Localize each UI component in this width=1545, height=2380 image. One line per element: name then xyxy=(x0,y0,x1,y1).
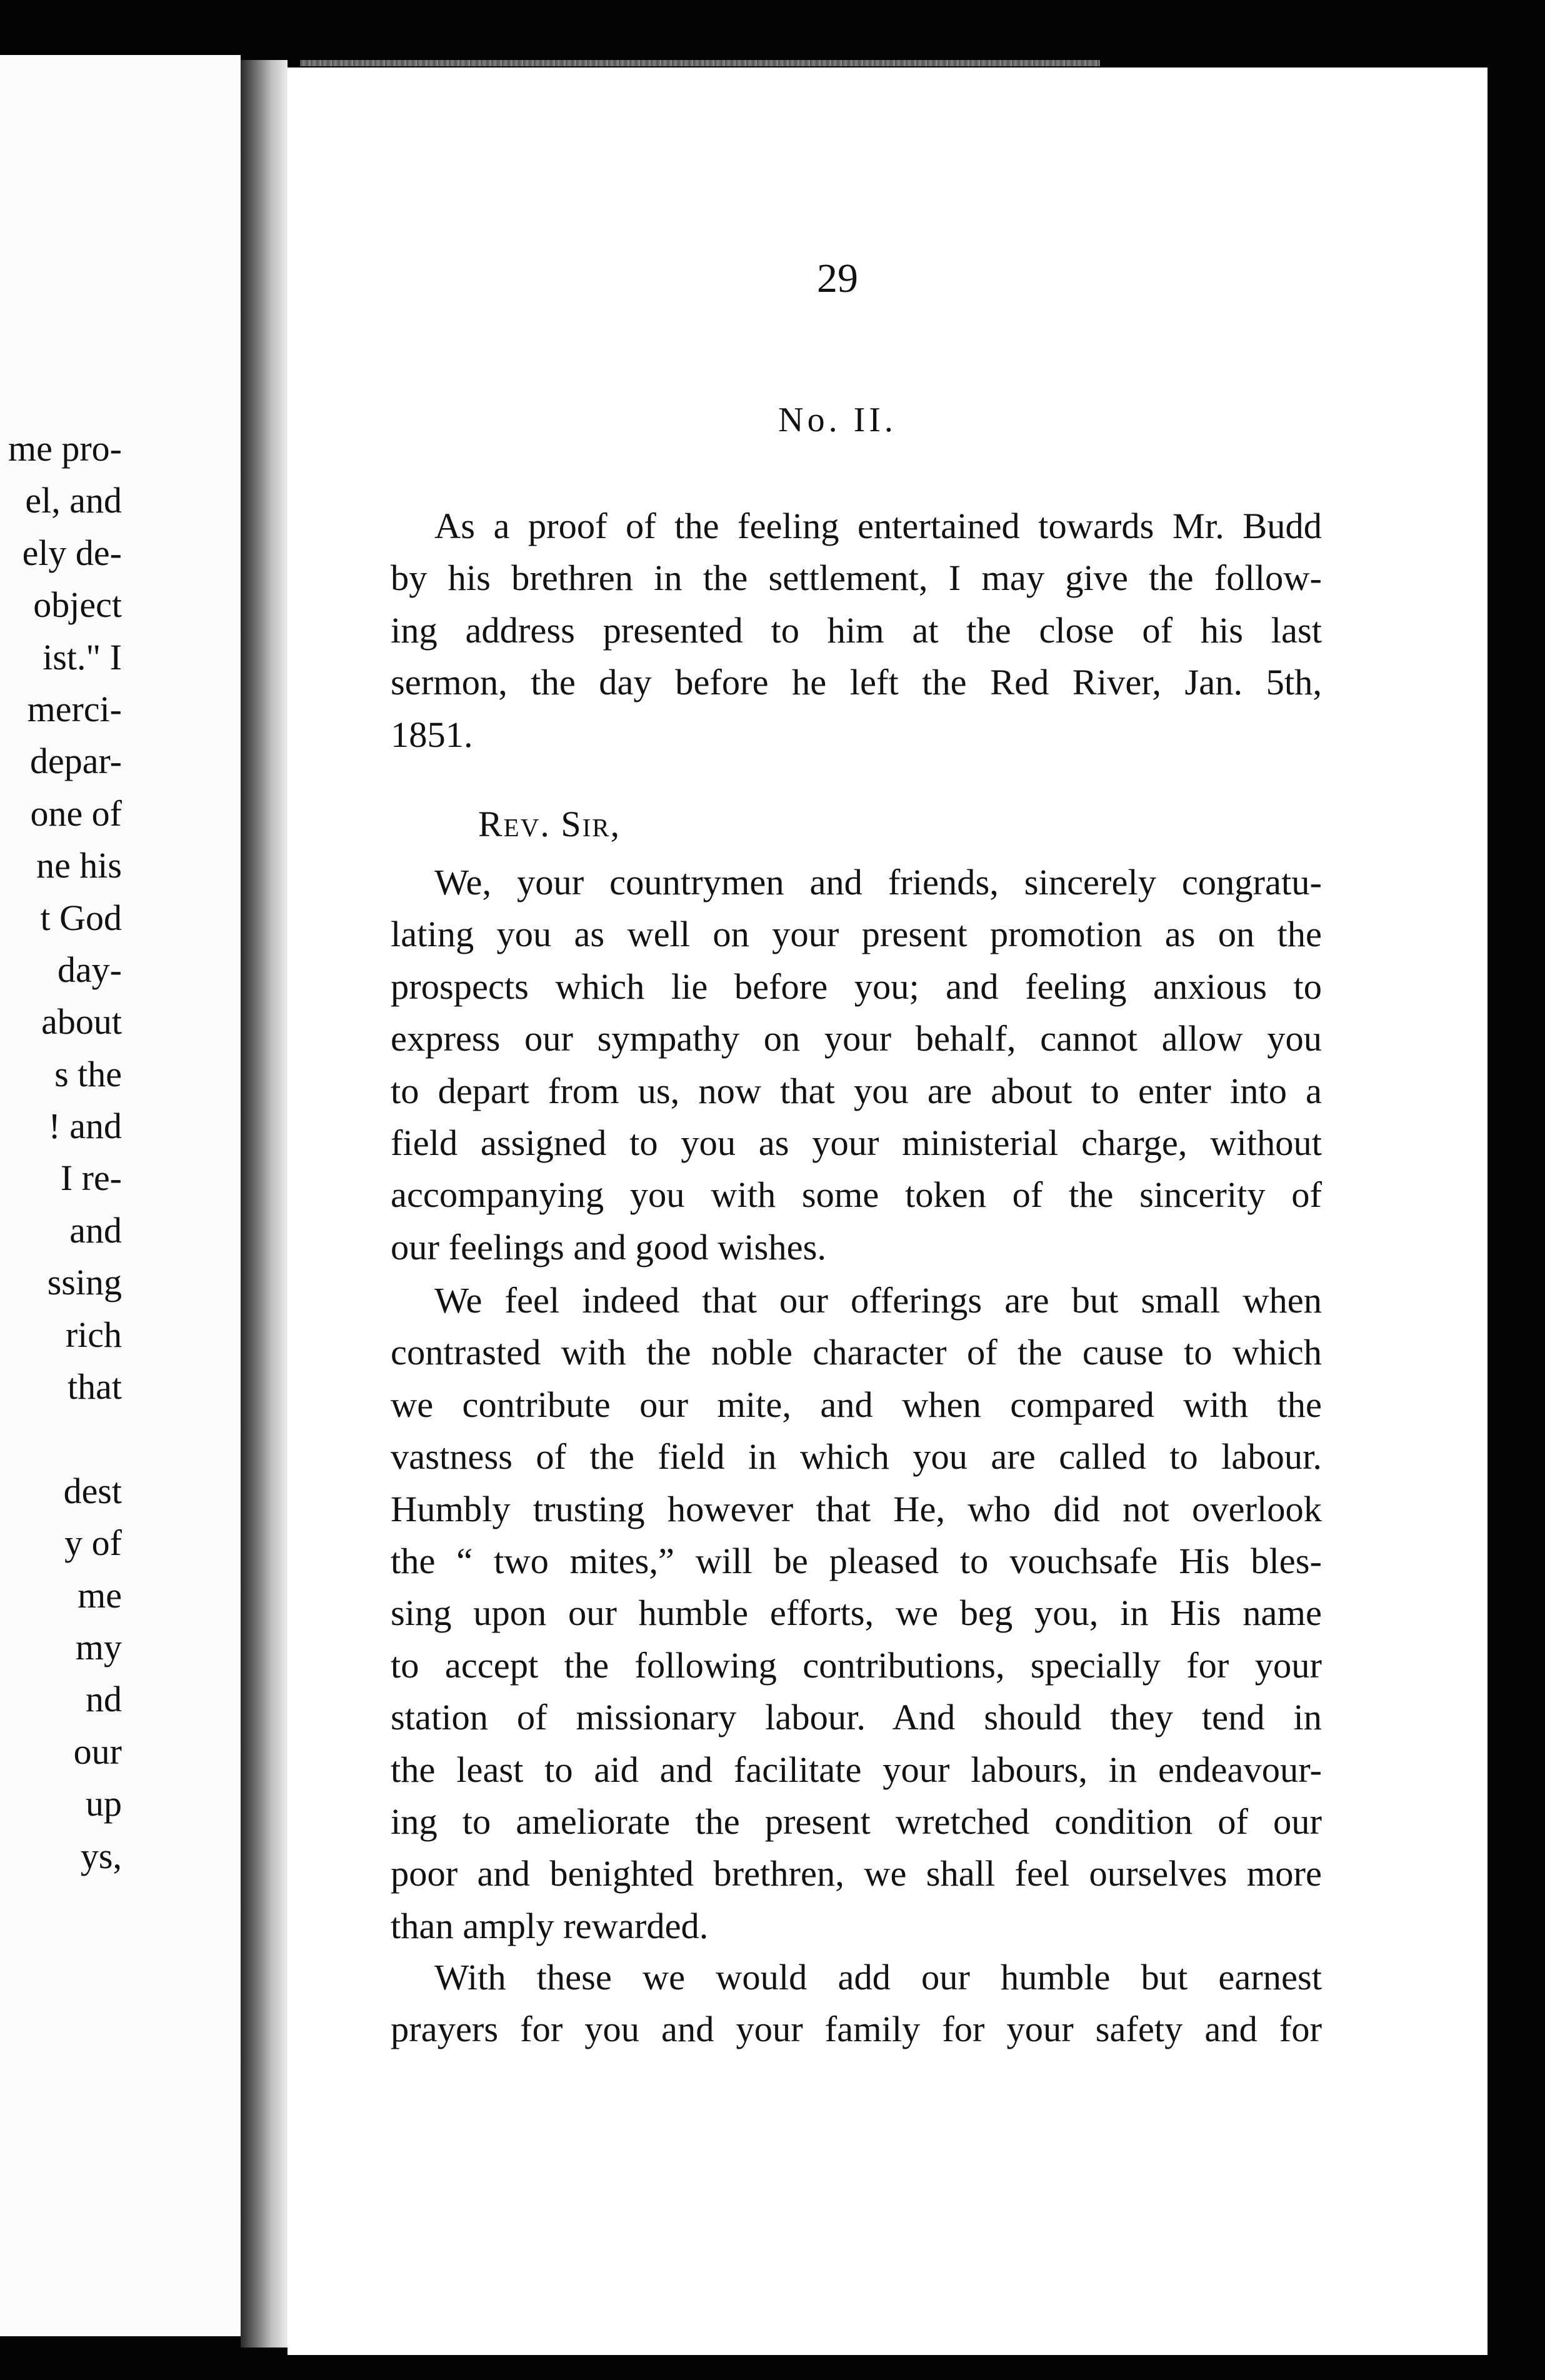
salutation: Rev. Sir, xyxy=(478,804,621,844)
left-page-line: ist." I xyxy=(42,636,122,678)
text-line: the “ two mites,” will be pleased to vouchsafe His bles- xyxy=(391,1540,1322,1581)
left-page-line: nd xyxy=(86,1679,122,1720)
left-page-line: depar- xyxy=(30,741,122,782)
text-line: lating you as well on your present promotion as on the xyxy=(391,914,1322,955)
left-page-line: my xyxy=(75,1626,122,1668)
text-line: With these we would add our humble but earnest xyxy=(434,1957,1322,1998)
text-line: ing to ameliorate the present wretched condition of our xyxy=(391,1801,1322,1842)
left-page-line: me xyxy=(78,1574,122,1616)
left-page-line: dest xyxy=(63,1470,122,1511)
text-line: As a proof of the feeling entertained towards Mr. Budd xyxy=(434,506,1322,546)
left-page-line: ne his xyxy=(36,845,122,886)
left-page-line: ys, xyxy=(80,1835,122,1876)
text-line: contrasted with the noble character of the cause to which xyxy=(391,1332,1322,1373)
book-gutter xyxy=(241,60,288,2348)
text-line: by his brethren in the settlement, I may give the follow- xyxy=(391,558,1322,599)
text-line: sermon, the day before he left the Red River, Jan. 5th, xyxy=(391,662,1322,703)
address-paragraph-2 xyxy=(391,1274,1322,1952)
text-line: we contribute our mite, and when compared with the xyxy=(391,1384,1322,1425)
left-page-text xyxy=(0,422,241,1882)
text-line: ing address presented to him at the close of his last xyxy=(391,609,1322,651)
text-line: our feelings and good wishes. xyxy=(391,1226,827,1268)
text-line: station of missionary labour. And should they tend in xyxy=(391,1697,1322,1738)
left-page-line: ssing xyxy=(47,1262,122,1303)
left-page-line: s the xyxy=(54,1053,122,1094)
address-paragraph-3 xyxy=(391,1951,1322,2056)
left-page-line: ely de- xyxy=(22,532,122,573)
left-page-line: and xyxy=(69,1209,122,1251)
text-line: poor and benighted brethren, we shall feel ourselves more xyxy=(391,1853,1322,1894)
left-page-line: ! and xyxy=(48,1106,122,1147)
page-top-edge xyxy=(300,60,1100,66)
address-paragraph-1 xyxy=(391,856,1322,1273)
page-number: 29 xyxy=(817,256,858,301)
left-page-line: our xyxy=(73,1731,122,1772)
left-page-line: about xyxy=(41,1001,122,1042)
text-line: 1851. xyxy=(391,714,473,755)
text-line: prayers for you and your family for your safety and for xyxy=(391,2009,1322,2050)
left-page-line: I re- xyxy=(60,1158,122,1199)
text-line: sing upon our humble efforts, we beg you, in His name xyxy=(391,1592,1322,1634)
left-page-line: object xyxy=(33,584,122,626)
text-line: express our sympathy on your behalf, cannot allow you xyxy=(391,1018,1322,1059)
left-page-line: t God xyxy=(40,897,122,938)
left-page-line: el, and xyxy=(25,480,122,521)
left-page-line: day- xyxy=(57,949,122,990)
text-line: the least to aid and facilitate your labours, in endeavour- xyxy=(391,1749,1322,1790)
text-line: vastness of the field in which you are called to labour. xyxy=(391,1436,1322,1478)
text-line: to accept the following contributions, specially for your xyxy=(391,1644,1322,1686)
left-page-line: one of xyxy=(30,792,122,834)
text-line: We, your countrymen and friends, sincerely congratu- xyxy=(434,862,1322,902)
text-line: field assigned to you as your ministerial charge, without xyxy=(391,1122,1322,1163)
left-page-line: that xyxy=(68,1366,122,1408)
text-line: accompanying you with some token of the sincerity of xyxy=(391,1174,1322,1216)
intro-paragraph xyxy=(391,500,1322,761)
left-page-line: y of xyxy=(64,1522,122,1564)
left-page-line: me pro- xyxy=(8,428,122,469)
left-facing-page xyxy=(0,55,241,2336)
left-page-line xyxy=(0,1412,241,1464)
text-line: We feel indeed that our offerings are but small when xyxy=(434,1280,1322,1321)
section-heading: No. II. xyxy=(778,401,897,439)
left-page-line: up xyxy=(86,1783,122,1824)
left-page-line: rich xyxy=(65,1314,122,1355)
text-line: than amply rewarded. xyxy=(391,1905,709,1946)
text-line: prospects which lie before you; and feeling anxious to xyxy=(391,966,1322,1007)
left-page-line: merci- xyxy=(27,688,122,729)
text-line: to depart from us, now that you are about to enter into a xyxy=(391,1070,1322,1111)
text-line: Humbly trusting however that He, who did not overlook xyxy=(391,1488,1322,1529)
